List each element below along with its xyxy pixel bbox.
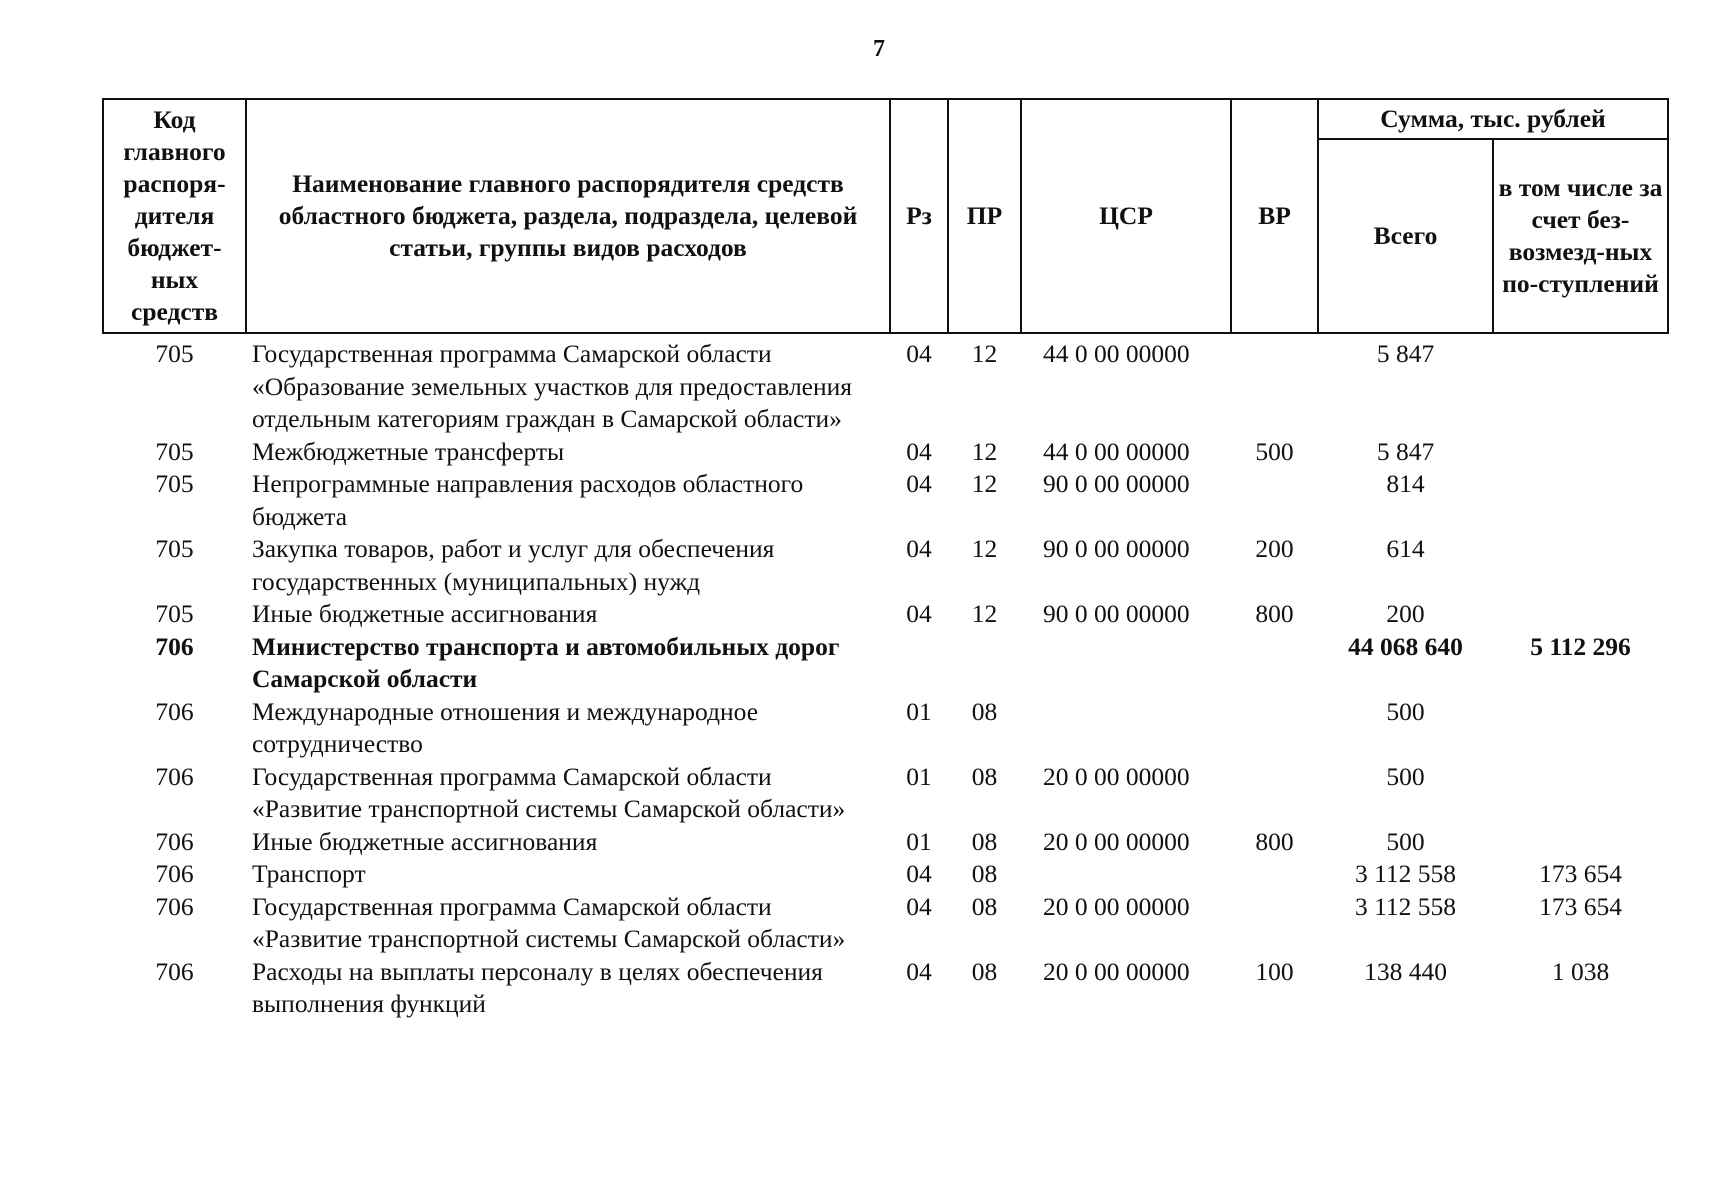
cell-vr: 800 [1255, 826, 1294, 856]
cell-pr: 08 [971, 891, 998, 921]
cell-name: Межбюджетные трансферты [252, 436, 565, 466]
cell-name: Государственная программа Самарской области «Развитие транспортной системы Самарской области» [252, 891, 846, 953]
cell-free [1493, 598, 1668, 631]
cell-total: 814 [1386, 469, 1425, 498]
table-row [103, 468, 1668, 533]
cell-total: 3 112 558 [1354, 891, 1457, 921]
cell-code: 706 [155, 826, 194, 856]
cell-free [1493, 333, 1668, 436]
cell-name: Иные бюджетные ассигнования [252, 826, 598, 856]
cell-pr: 08 [971, 859, 998, 888]
cell-pr: 12 [971, 339, 998, 368]
table-row [103, 858, 1668, 891]
cell-code: 705 [155, 599, 194, 628]
cell-vr [1231, 631, 1318, 696]
cell-total: 5 847 [1376, 436, 1435, 466]
cell-free [1493, 761, 1668, 826]
cell-vr [1231, 696, 1318, 761]
cell-name: Министерство транспорта и автомобильных дорог Самарской области [252, 631, 840, 693]
header-csr: ЦСР [1021, 99, 1231, 333]
cell-csr [1021, 631, 1231, 696]
cell-csr: 44 0 00 00000 [1043, 436, 1190, 466]
header-sum: Сумма, тыс. рублей [1318, 99, 1668, 139]
cell-free [1493, 468, 1668, 533]
cell-total: 500 [1386, 696, 1425, 726]
cell-csr: 20 0 00 00000 [1043, 761, 1190, 791]
cell-rz: 04 [906, 956, 932, 986]
header-free: в том числе за счет без-возмезд-ных по-ступлений [1493, 139, 1668, 333]
cell-vr: 200 [1255, 534, 1294, 563]
cell-csr: 20 0 00 00000 [1043, 891, 1190, 921]
cell-code: 705 [155, 469, 194, 498]
cell-vr [1231, 761, 1318, 826]
cell-name: Непрограммные направления расходов областного бюджета [252, 469, 804, 531]
cell-vr [1231, 858, 1318, 891]
cell-rz: 01 [906, 696, 932, 726]
cell-pr: 08 [971, 761, 998, 791]
cell-total: 614 [1386, 534, 1425, 563]
cell-free: 1 038 [1551, 956, 1610, 986]
cell-total: 3 112 558 [1354, 859, 1457, 888]
cell-free: 173 654 [1539, 859, 1622, 888]
table-row [103, 696, 1668, 761]
cell-rz: 01 [906, 761, 932, 791]
cell-csr [1021, 696, 1231, 761]
cell-free: 173 654 [1539, 891, 1622, 921]
cell-vr: 100 [1255, 956, 1294, 986]
cell-rz: 04 [906, 534, 932, 563]
cell-pr: 12 [971, 599, 998, 628]
cell-code: 706 [155, 696, 194, 726]
cell-rz: 04 [906, 599, 932, 628]
table-row [103, 533, 1668, 598]
cell-csr: 20 0 00 00000 [1043, 956, 1190, 986]
cell-code: 705 [155, 534, 194, 563]
cell-vr: 800 [1255, 599, 1294, 628]
table-row [103, 956, 1668, 1021]
header-vr: ВР [1231, 99, 1318, 333]
cell-total: 5 847 [1376, 339, 1435, 368]
cell-rz: 04 [906, 891, 932, 921]
header-name: Наименование главного распорядителя средств областного бюджета, раздела, подраздела, целевой статьи, группы видов расходов [246, 99, 890, 333]
cell-pr: 12 [971, 436, 998, 466]
cell-code: 706 [155, 859, 194, 888]
cell-free [1493, 696, 1668, 761]
cell-code: 706 [155, 761, 194, 791]
cell-total: 500 [1386, 761, 1425, 791]
cell-total: 500 [1386, 826, 1425, 856]
cell-csr: 90 0 00 00000 [1043, 469, 1190, 498]
cell-total: 200 [1386, 599, 1425, 628]
header-code: Код главного распоря-дителя бюджет-ных средств [103, 99, 246, 333]
cell-vr [1231, 468, 1318, 533]
cell-name: Закупка товаров, работ и услуг для обеспечения государственных (муниципальных) нужд [252, 534, 775, 596]
cell-free [1493, 826, 1668, 859]
cell-code: 705 [155, 436, 194, 466]
cell-pr [948, 631, 1021, 696]
cell-code: 706 [155, 631, 194, 661]
table-row [103, 826, 1668, 859]
header-rz: Рз [890, 99, 948, 333]
cell-rz [890, 631, 948, 696]
cell-code: 705 [155, 339, 194, 368]
cell-rz: 01 [906, 826, 932, 856]
table-row [103, 761, 1668, 826]
cell-rz: 04 [906, 339, 932, 368]
cell-free [1493, 533, 1668, 598]
cell-name: Международные отношения и международное сотрудничество [252, 696, 759, 758]
cell-name: Государственная программа Самарской области «Развитие транспортной системы Самарской области» [252, 761, 846, 823]
cell-vr: 500 [1255, 436, 1294, 466]
table-row [103, 891, 1668, 956]
cell-csr: 44 0 00 00000 [1043, 339, 1190, 368]
budget-table [102, 98, 1669, 1021]
cell-code: 706 [155, 956, 194, 986]
page-number: 7 [873, 36, 885, 62]
header-total: Всего [1318, 139, 1493, 333]
cell-rz: 04 [906, 469, 932, 498]
cell-csr: 90 0 00 00000 [1043, 534, 1190, 563]
cell-name: Транспорт [252, 859, 366, 888]
cell-free: 5 112 296 [1530, 631, 1631, 661]
cell-csr [1021, 858, 1231, 891]
cell-vr [1231, 333, 1318, 436]
cell-name: Иные бюджетные ассигнования [252, 599, 598, 628]
cell-csr: 90 0 00 00000 [1043, 599, 1190, 628]
cell-csr: 20 0 00 00000 [1043, 826, 1190, 856]
cell-pr: 08 [971, 826, 998, 856]
header-pr: ПР [948, 99, 1021, 333]
cell-pr: 12 [971, 534, 998, 563]
table-row [103, 333, 1668, 436]
cell-pr: 12 [971, 469, 998, 498]
cell-rz: 04 [906, 436, 932, 466]
cell-code: 706 [155, 891, 194, 921]
cell-total: 44 068 640 [1348, 631, 1463, 661]
table-row [103, 598, 1668, 631]
cell-rz: 04 [906, 859, 932, 888]
table-row [103, 436, 1668, 469]
cell-name: Расходы на выплаты персоналу в целях обеспечения выполнения функций [252, 956, 823, 1018]
table-body [103, 333, 1668, 1021]
cell-name: Государственная программа Самарской области «Образование земельных участков для предоставления отдельным категориям граждан в Самарской области» [252, 339, 853, 433]
table-row [103, 631, 1668, 696]
cell-vr [1231, 891, 1318, 956]
cell-total: 138 440 [1364, 956, 1447, 986]
cell-pr: 08 [971, 696, 998, 726]
cell-pr: 08 [971, 956, 998, 986]
cell-free [1493, 436, 1668, 469]
